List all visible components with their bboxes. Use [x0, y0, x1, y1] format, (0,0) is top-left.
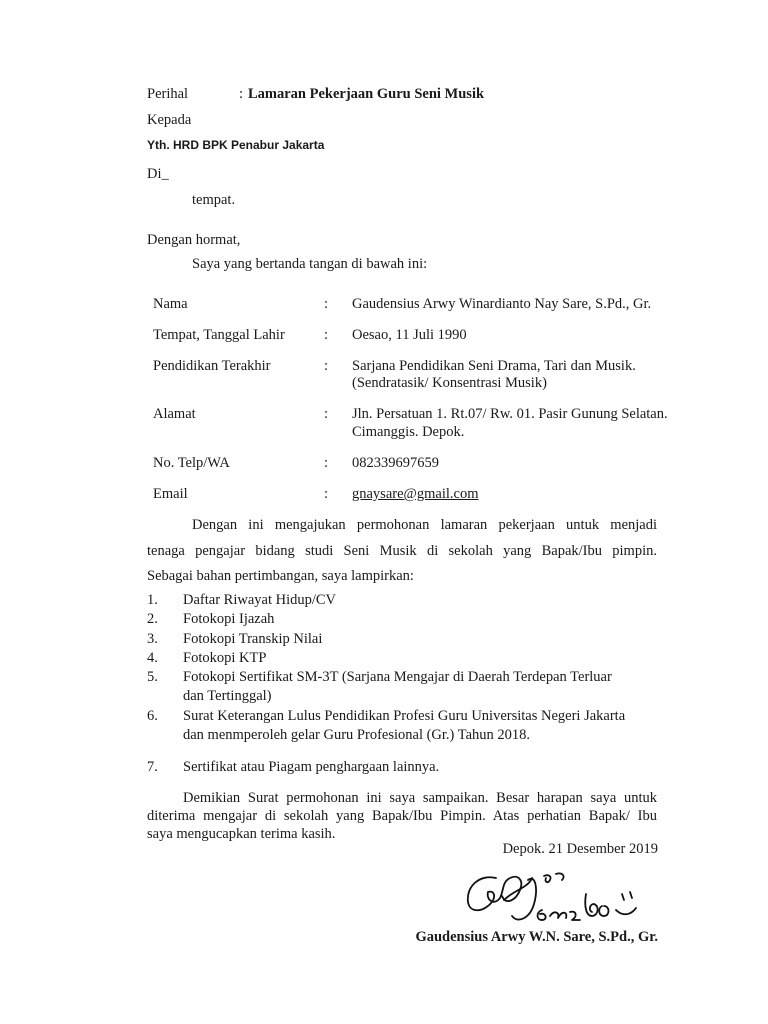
perihal-label: Perihal	[147, 86, 189, 102]
list-number: 3.	[147, 631, 158, 647]
list-number: 4.	[147, 650, 158, 666]
identity-value: Gaudensius Arwy Winardianto Nay Sare, S.Pd., Gr.	[352, 296, 652, 312]
list-item: Surat Keterangan Lulus Pendidikan Profesi Guru Universitas Negeri Jakarta	[183, 708, 626, 724]
list-number: 1.	[147, 592, 158, 608]
greeting: Dengan hormat,	[147, 232, 241, 248]
body-line-3: Sebagai bahan pertimbangan, saya lampirkan:	[147, 568, 414, 584]
subject-line: Lamaran Pekerjaan Guru Seni Musik	[248, 86, 485, 102]
list-number: 5.	[147, 669, 158, 685]
list-item: Fotokopi KTP	[183, 650, 267, 666]
identity-colon: :	[324, 455, 329, 471]
signature-image	[458, 860, 658, 940]
identity-label: No. Telp/WA	[153, 455, 230, 471]
identity-label: Nama	[153, 296, 188, 312]
signature-name: Gaudensius Arwy W.N. Sare, S.Pd., Gr.	[415, 929, 658, 945]
identity-colon: :	[324, 296, 329, 312]
body-line-1: Dengan ini mengajukan permohonan lamaran pekerjaan untuk menjadi	[192, 517, 657, 533]
identity-value-line2: Cimanggis. Depok.	[352, 424, 465, 440]
kepada-label: Kepada	[147, 112, 192, 128]
list-item: Fotokopi Transkip Nilai	[183, 631, 323, 647]
identity-value: Oesao, 11 Juli 1990	[352, 327, 467, 343]
identity-label: Pendidikan Terakhir	[153, 358, 271, 374]
list-item-line2: dan menmperoleh gelar Guru Profesional (Gr.) Tahun 2018.	[183, 727, 531, 743]
di-label: Di_	[147, 166, 169, 182]
identity-label: Tempat, Tanggal Lahir	[153, 327, 285, 343]
closing-line-3: saya mengucapkan terima kasih.	[147, 826, 336, 842]
list-item-line2: dan Tertinggal)	[183, 688, 272, 704]
tempat-label: tempat.	[192, 192, 236, 208]
identity-colon: :	[324, 358, 329, 374]
closing-line-1: Demikian Surat permohonan ini saya sampaikan. Besar harapan saya untuk	[183, 790, 657, 806]
identity-value: Sarjana Pendidikan Seni Drama, Tari dan Musik.	[352, 358, 636, 374]
identity-colon: :	[324, 406, 329, 422]
identity-label: Alamat	[153, 406, 196, 422]
list-item: Daftar Riwayat Hidup/CV	[183, 592, 337, 608]
place-date: Depok. 21 Desember 2019	[502, 841, 658, 857]
list-item: Fotokopi Ijazah	[183, 611, 275, 627]
list-item: Fotokopi Sertifikat SM-3T (Sarjana Mengajar di Daerah Terdepan Terluar	[183, 669, 612, 685]
recipient: Yth. HRD BPK Penabur Jakarta	[147, 138, 325, 152]
email-link[interactable]: gnaysare@gmail.com	[352, 486, 479, 502]
intro-text: Saya yang bertanda tangan di bawah ini:	[192, 256, 428, 272]
closing-line-2: diterima mengajar di sekolah yang Bapak/Ibu Pimpin. Atas perhatian Bapak/ Ibu	[147, 808, 657, 824]
body-line-2: tenaga pengajar bidang studi Seni Musik di sekolah yang Bapak/Ibu pimpin.	[147, 543, 657, 559]
identity-value: Jln. Persatuan 1. Rt.07/ Rw. 01. Pasir Gunung Selatan.	[352, 406, 668, 422]
list-number: 7.	[147, 759, 158, 775]
list-number: 6.	[147, 708, 158, 724]
list-number: 2.	[147, 611, 158, 627]
identity-colon: :	[324, 327, 329, 343]
identity-value-line2: (Sendratasik/ Konsentrasi Musik)	[352, 375, 547, 391]
identity-colon: :	[324, 486, 329, 502]
identity-label: Email	[153, 486, 188, 502]
perihal-colon: :	[239, 86, 244, 102]
list-item: Sertifikat atau Piagam penghargaan lainnya.	[183, 759, 440, 775]
identity-value: 082339697659	[352, 455, 439, 471]
